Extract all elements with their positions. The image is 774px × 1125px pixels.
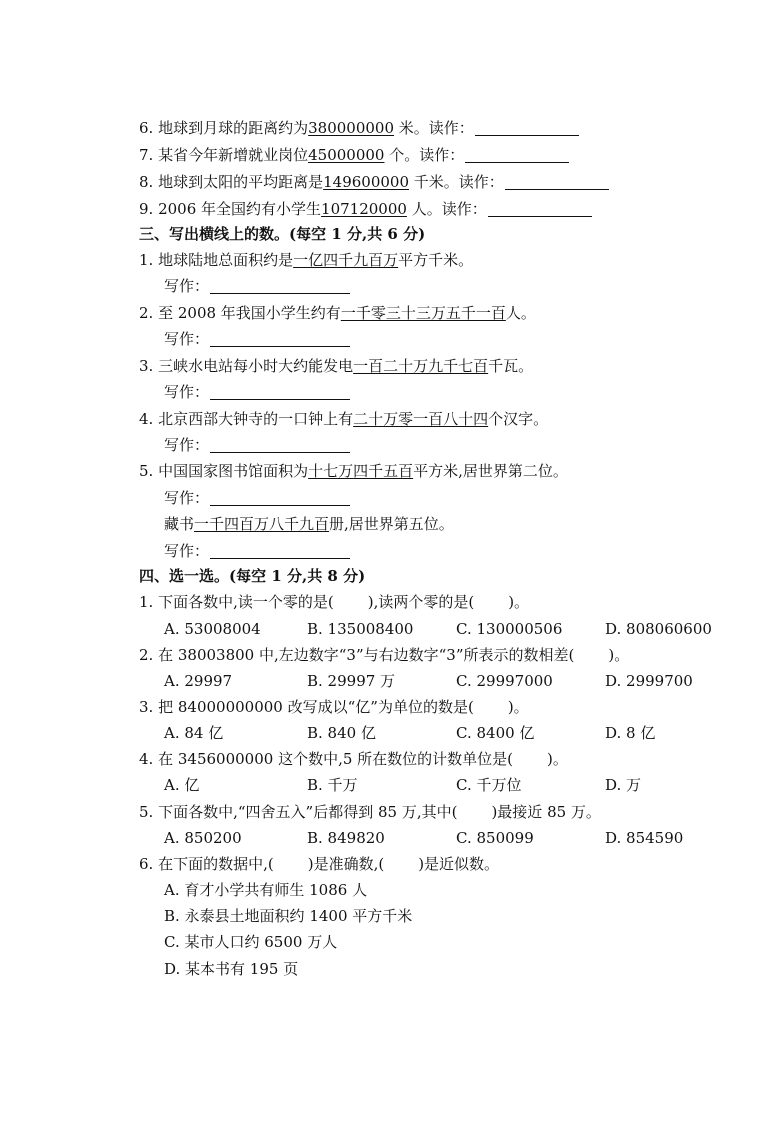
option-b[interactable]: B. 840 亿 (307, 724, 376, 742)
item-text: 册,居世界第五位。 (329, 515, 454, 533)
item-text: 藏书 (164, 515, 195, 533)
choice-question-3 (139, 696, 529, 718)
reading-item-7 (139, 144, 569, 166)
item-number: 6. (139, 119, 154, 137)
item-text: 米。读作： (394, 119, 474, 137)
item-number: 8. (139, 173, 154, 191)
write-item-2 (139, 302, 536, 324)
option-b[interactable]: B. 永泰县土地面积约 1400 平方千米 (164, 907, 413, 925)
item-text: ),读两个零的是( (367, 593, 475, 611)
reading-item-9 (139, 198, 592, 220)
option-c[interactable]: C. 某市人口约 6500 万人 (164, 933, 338, 951)
item-number: 4. (139, 750, 154, 768)
item-text: )。 (608, 646, 630, 664)
underlined-words: 十七万四千五百 (308, 462, 414, 480)
option-c[interactable]: C. 千万位 (456, 776, 522, 794)
write-answer-5b (164, 540, 350, 562)
choice-question-4 (139, 748, 568, 770)
item-text: 地球到月球的距离约为 (158, 119, 309, 137)
item-text: 把 84000000000 改写成以“亿”为单位的数是( (158, 698, 474, 716)
underlined-words: 二十万零一百八十四 (353, 410, 489, 428)
write-answer-4 (164, 434, 350, 456)
item-text: 地球到太阳的平均距离是 (158, 173, 324, 191)
option-c[interactable]: C. 130000506 (456, 620, 563, 638)
item-text: 在 3456000000 这个数中,5 所在数位的计数单位是( (158, 750, 513, 768)
answer-blank[interactable] (465, 146, 569, 163)
option-b[interactable]: B. 29997 万 (307, 672, 396, 690)
write-item-4 (139, 408, 548, 430)
option-d[interactable]: D. 808060600 (605, 620, 712, 638)
item-number: 1. (139, 251, 154, 269)
answer-blank[interactable] (210, 436, 350, 453)
section-4-title: 四、选一选。(每空 1 分,共 8 分) (139, 567, 366, 585)
answer-blank[interactable] (210, 542, 350, 559)
underlined-number: 45000000 (308, 146, 385, 164)
write-item-5-extra (164, 513, 454, 535)
write-label: 写作： (164, 330, 210, 348)
item-text: )是准确数,( (307, 855, 385, 873)
item-text: 2006 年全国约有小学生 (158, 200, 322, 218)
option-a[interactable]: A. 育才小学共有师生 1086 人 (164, 881, 368, 899)
underlined-number: 107120000 (321, 200, 407, 218)
answer-blank[interactable] (210, 277, 350, 294)
choice-question-1 (139, 591, 529, 613)
item-text: 在 38003800 中,左边数字“3”与右边数字“3”所表示的数相差( (158, 646, 575, 664)
option-d[interactable]: D. 2999700 (605, 672, 693, 690)
write-item-1 (139, 249, 473, 271)
option-d[interactable]: D. 某本书有 195 页 (164, 960, 299, 978)
item-text: 平方千米。 (398, 251, 474, 269)
write-answer-5a (164, 487, 350, 509)
option-d[interactable]: D. 万 (605, 776, 642, 794)
item-text: 人。读作： (406, 200, 487, 218)
item-number: 2. (139, 304, 154, 322)
item-text: 中国国家图书馆面积为 (158, 462, 309, 480)
option-d[interactable]: D. 8 亿 (605, 724, 656, 742)
underlined-number: 149600000 (323, 173, 410, 191)
item-number: 2. (139, 646, 154, 664)
reading-item-8 (139, 171, 609, 193)
item-text: )。 (547, 750, 568, 768)
item-number: 4. (139, 410, 154, 428)
item-text: 地球陆地总面积约是 (158, 251, 294, 269)
item-text: )是近似数。 (418, 855, 500, 873)
item-text: )最接近 85 万。 (491, 803, 601, 821)
answer-blank[interactable] (475, 119, 579, 136)
item-text: 下面各数中,读一个零的是( (158, 593, 334, 611)
write-answer-2 (164, 328, 350, 350)
item-number: 3. (139, 357, 154, 375)
underlined-words: 一百二十万九千七百 (353, 357, 489, 375)
item-text: )。 (507, 698, 529, 716)
choice-question-5 (139, 801, 601, 823)
write-label: 写作： (164, 542, 210, 560)
underlined-words: 一千四百万八千九百 (194, 515, 330, 533)
item-text: 个汉字。 (488, 410, 549, 428)
write-label: 写作： (164, 277, 210, 295)
write-label: 写作： (164, 489, 210, 507)
item-number: 5. (139, 803, 154, 821)
option-c[interactable]: C. 29997000 (456, 672, 553, 690)
item-text: 至 2008 年我国小学生约有 (158, 304, 341, 322)
item-text: 千米。读作： (409, 173, 504, 191)
option-a[interactable]: A. 84 亿 (164, 724, 224, 742)
item-text: 北京西部大钟寺的一口钟上有 (158, 410, 354, 428)
item-text: 在下面的数据中,( (158, 855, 274, 873)
item-text: 人。 (505, 304, 536, 322)
item-text: 下面各数中,“四舍五入”后都得到 85 万,其中( (158, 803, 458, 821)
item-number: 1. (139, 593, 154, 611)
item-number: 6. (139, 855, 154, 873)
item-number: 9. (139, 200, 154, 218)
item-text: 平方米,居世界第二位。 (413, 462, 568, 480)
item-text: )。 (508, 593, 530, 611)
answer-blank[interactable] (210, 330, 350, 347)
write-answer-3 (164, 381, 350, 403)
option-a[interactable]: A. 亿 (164, 776, 200, 794)
option-b[interactable]: B. 千万 (307, 776, 358, 794)
choice-question-6 (139, 853, 499, 875)
underlined-words: 一亿四千九百万 (293, 251, 399, 269)
section-3-title: 三、写出横线上的数。(每空 1 分,共 6 分) (139, 225, 426, 243)
write-label: 写作： (164, 436, 210, 454)
underlined-words: 一千零三十三万五千一百 (340, 304, 506, 322)
reading-item-6 (139, 117, 579, 139)
choice-question-2 (139, 644, 629, 666)
item-number: 5. (139, 462, 154, 480)
write-label: 写作： (164, 383, 210, 401)
write-item-5 (139, 460, 568, 482)
write-answer-1 (164, 275, 350, 297)
item-number: 7. (139, 146, 154, 164)
item-text: 个。读作： (384, 146, 465, 164)
underlined-number: 380000000 (308, 119, 395, 137)
item-number: 3. (139, 698, 154, 716)
item-text: 某省今年新增就业岗位 (158, 146, 309, 164)
answer-blank[interactable] (210, 489, 350, 506)
answer-blank[interactable] (210, 383, 350, 400)
option-b[interactable]: B. 849820 (307, 829, 385, 847)
answer-blank[interactable] (488, 200, 592, 217)
item-text: 三峡水电站每小时大约能发电 (158, 357, 354, 375)
option-a[interactable]: A. 850200 (164, 829, 242, 847)
write-item-3 (139, 355, 533, 377)
option-a[interactable]: A. 53008004 (164, 620, 261, 638)
item-text: 千瓦。 (488, 357, 534, 375)
option-c[interactable]: C. 8400 亿 (456, 724, 535, 742)
option-b[interactable]: B. 135008400 (307, 620, 414, 638)
answer-blank[interactable] (505, 173, 609, 190)
option-c[interactable]: C. 850099 (456, 829, 534, 847)
option-d[interactable]: D. 854590 (605, 829, 684, 847)
option-a[interactable]: A. 29997 (164, 672, 233, 690)
